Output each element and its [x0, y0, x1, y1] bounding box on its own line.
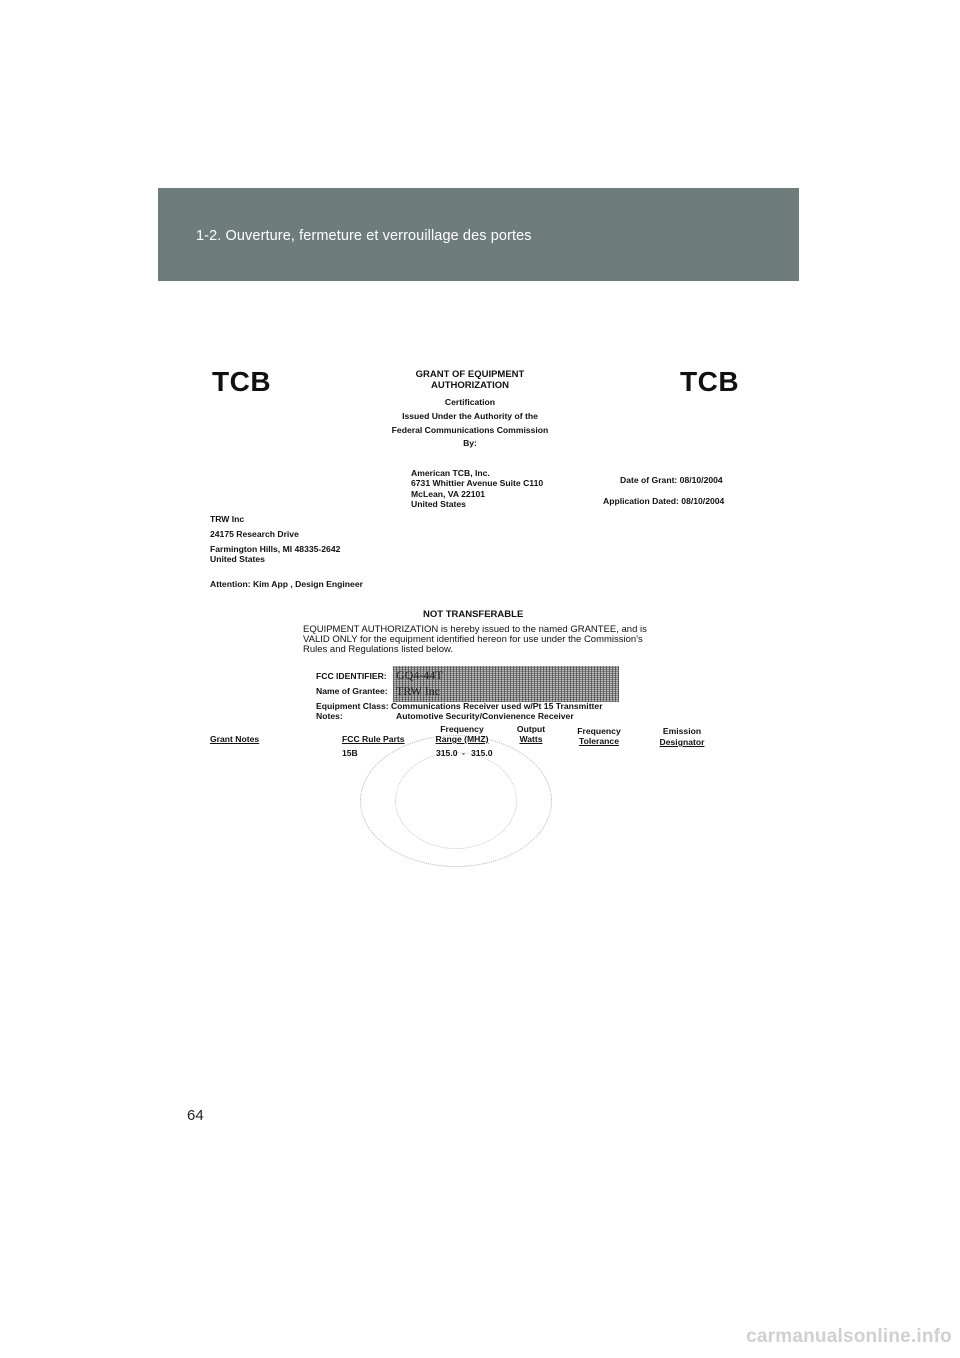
- authorization-line3: Rules and Regulations listed below.: [303, 644, 453, 655]
- emission-header-line2: Designator: [659, 737, 705, 747]
- notes-value: Automotive Security/Convienence Receiver: [396, 711, 574, 721]
- frequency-range-header-line1: Frequency: [440, 724, 484, 734]
- emission-header-line1: Emission: [662, 726, 702, 736]
- certification-label: Certification: [444, 397, 496, 407]
- issuer-line1: American TCB, Inc.: [411, 468, 490, 478]
- authorization-line2: VALID ONLY for the equipment identified hereon for use under the Commission's: [303, 634, 643, 645]
- grantee-line1: TRW Inc: [210, 514, 245, 524]
- grantee-line2: 24175 Research Drive: [210, 529, 299, 539]
- commission-text: Federal Communications Commission: [391, 425, 549, 435]
- issuer-line3: McLean, VA 22101: [411, 489, 486, 499]
- date-of-grant: Date of Grant: 08/10/2004: [620, 475, 723, 485]
- fcc-seal-inner-ring: [395, 752, 517, 849]
- output-watts-header-line2: Watts: [519, 734, 543, 744]
- grant-title-line2: AUTHORIZATION: [431, 380, 509, 391]
- frequency-range-header-line2: Range (MHZ): [435, 734, 489, 744]
- table-row-range-low: 315.0: [436, 748, 458, 758]
- frequency-tolerance-header-line1: Frequency: [577, 726, 621, 736]
- fcc-identifier-label: FCC IDENTIFIER:: [316, 671, 387, 681]
- frequency-tolerance-header-line2: Tolerance: [579, 736, 619, 746]
- grant-notes-header: Grant Notes: [210, 734, 260, 744]
- site-watermark: carmanualsonline.info: [746, 1326, 952, 1347]
- issued-under-text: Issued Under the Authority of the: [402, 411, 538, 421]
- table-row-range-high: 315.0: [471, 748, 493, 758]
- issuer-line4: United States: [411, 499, 466, 509]
- grantee-line4: United States: [210, 554, 265, 564]
- tcb-logo-right: TCB: [680, 366, 740, 397]
- grantee-name-value: TRW Inc: [396, 684, 441, 698]
- fcc-rule-parts-header: FCC Rule Parts: [342, 734, 405, 744]
- issuer-line2: 6731 Whittier Avenue Suite C110: [411, 478, 544, 488]
- table-row-range-dash: -: [462, 748, 465, 758]
- notes-label: Notes:: [316, 711, 343, 721]
- page-number: 64: [187, 1107, 204, 1124]
- table-row-rule-part: 15B: [342, 748, 358, 758]
- output-watts-header-line1: Output: [516, 724, 546, 734]
- grantee-name-label: Name of Grantee:: [316, 686, 388, 696]
- attention-line: Attention: Kim App , Design Engineer: [210, 579, 363, 589]
- by-label: By:: [463, 438, 477, 448]
- not-transferable: NOT TRANSFERABLE: [423, 609, 524, 620]
- fcc-identifier-value: GQ4-44T: [396, 668, 443, 682]
- grant-title-line1: GRANT OF EQUIPMENT: [415, 369, 525, 380]
- application-dated: Application Dated: 08/10/2004: [603, 496, 725, 506]
- equipment-class: Equipment Class: Communications Receiver used w/Pt 15 Transmitter: [316, 701, 603, 711]
- section-title: 1-2. Ouverture, fermeture et verrouillage des portes: [196, 228, 532, 244]
- grantee-line3: Farmington Hills, MI 48335-2642: [210, 544, 341, 554]
- tcb-logo-left: TCB: [212, 366, 272, 397]
- authorization-line1: EQUIPMENT AUTHORIZATION is hereby issued to the named GRANTEE, and is: [303, 624, 647, 635]
